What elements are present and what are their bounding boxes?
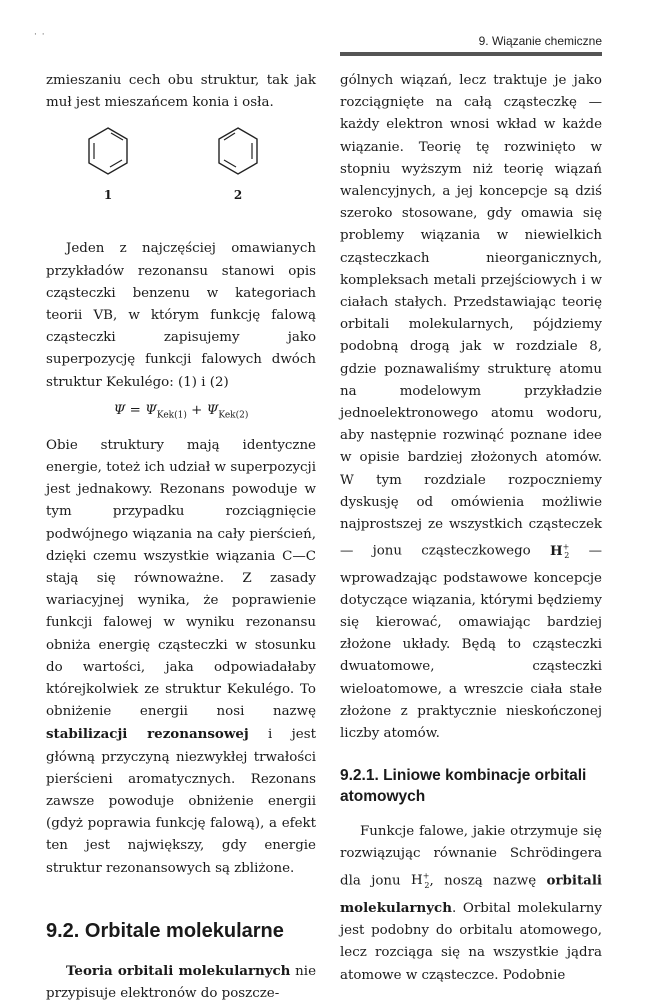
term-mo-theory: Teoria orbitali molekularnych [66,962,291,979]
continuation-end: — wprowadzając podstawowe koncepcje dotyczące wiązania, którymi będziemy się kierować, omawiając bardziej złożone układy. Będą to cząsteczki dwuatomowe, cząsteczki wieloatomowe, a wreszcie ciała stałe złożone z praktycznie nieskończonej liczby atomów. [340,543,602,742]
structure-1-label: 1 [103,188,113,203]
eq-psi-1: Ψ [145,402,157,418]
structure-2-label: 2 [233,188,243,203]
eq-psi-2: Ψ [206,402,219,418]
benzene-ring-2-icon [214,122,262,182]
paragraph-mo-theory [46,960,316,1005]
kekule-structures [46,122,316,232]
paragraph-continuation [340,70,602,745]
left-column [46,70,316,1005]
section-number: 9.2. [46,919,80,942]
mo-theory-text: nie przypisuje elektronów do poszcze- [46,963,316,1001]
paragraph-intro: zmieszaniu cech obu struktur, tak jak muł jest mieszańcem konia i osła. [46,73,316,111]
corner-mark: · · [34,30,46,40]
lcao-text-b: , noszą nazwę [429,873,547,889]
lcao-text-a: Funkcje falowe, jakie otrzymuje się rozwiązując równanie Schrödingera dla jonu [340,824,602,889]
paragraph-resonance [46,435,316,880]
eq-psi: Ψ [113,402,126,418]
subsection-number: 9.2.1. [340,767,379,785]
eq-equals: = [125,402,146,418]
ion-h2-plus: $H^+_2$ [549,542,570,561]
header-rule [340,52,602,56]
paragraph-lcao [340,821,602,987]
subsection-heading [340,765,602,807]
right-column [340,70,602,987]
term-molecular-orbitals: orbitali molekularnych [340,872,602,916]
eq-plus: + [186,402,207,418]
resonance-text-a: Obie struktury mają identyczne energie, toteż ich udział w superpozycji jest jednakowy. Rezonans powoduje w tym przypadku rozciągnięcie podwójnego wiązania na cały pierścień, dzięki czemu wszystkie wiązania C—C stają się równoważne. Z zasady wariacyjnej wynika, że poprawienie funkcji falowej w wyniku rezonansu obniża energię cząsteczki w stosunku do wartości, jaka odpowiadałaby którejkolwiek ze struktur Kekulégo. To obniżenie energii nosi nazwę [46,437,316,720]
eq-sub-1: Kek(1) [156,410,187,421]
lcao-text-c: . Orbital molekularny jest podobny do orbitalu atomowego, lecz rozciąga się na wszystkie jądra atomowe w cząsteczce. Podobnie [340,900,602,983]
continuation-text: gólnych wiązań, lecz traktuje je jako rozciągnięte na całą cząsteczkę — każdy elektron wnosi wkład w każde wiązanie. Teorię tę rozwinięto w stopniu wyższym niż teorię wiązań walencyjnych, a jej koncepcje są dziś szeroko stosowane, gdy omawia się problemy wiązania w niewielkich cząsteczkach nieorganicznych, kompleksach metali przejściowych i w ciałach stałych. Przedstawiając teorię orbitali molekularnych, pójdziemy podobną drogą jak w rozdziale 8, gdzie poznawaliśmy strukturę atomu na modelowym przykładzie jednoelektronowego atomu wodoru, aby następnie rozwinąć poznane idee w opisie bardziej złożonych atomów. W tym rozdziale rozpoczniemy dyskusję od omówienia możliwie najprostszej ze wszystkich cząsteczek — jonu cząsteczkowego [340,73,602,559]
resonance-text-b: i jest główną przyczyną niezwykłej trwałości pierścieni aromatycznych. Rezonans zawsze powoduje obniżenie energii (gdyż poprawia funkcję falową), a efekt ten jest największy, gdy energie struktur rezonansowych są zbliżone. [46,727,316,876]
ion-h2-plus-2: $H^+_2$ [411,871,430,890]
section-heading [46,918,316,944]
running-head: 9. Wiązanie chemiczne [478,34,602,48]
kekule-structure-2 [208,122,268,206]
section-title: Orbitale molekularne [79,919,284,942]
benzene-ring-1-icon [84,122,132,182]
term-resonance-stabilization: stabilizacji rezonansowej [46,726,249,743]
superposition-equation [46,400,316,427]
paragraph-benzene: Jeden z najczęściej omawianych przykładów rezonansu stanowi opis cząsteczki benzenu w kategoriach teorii VB, w którym funkcję falową cząsteczki zapisujemy jako superpozycję funkcji falowych dwóch struktur Kekulégo: (1) i (2) [46,241,316,390]
kekule-structure-1 [78,122,138,206]
eq-sub-2: Kek(2) [218,410,249,421]
subsection-title: Liniowe kombinacje orbitali atomowych [340,767,587,806]
